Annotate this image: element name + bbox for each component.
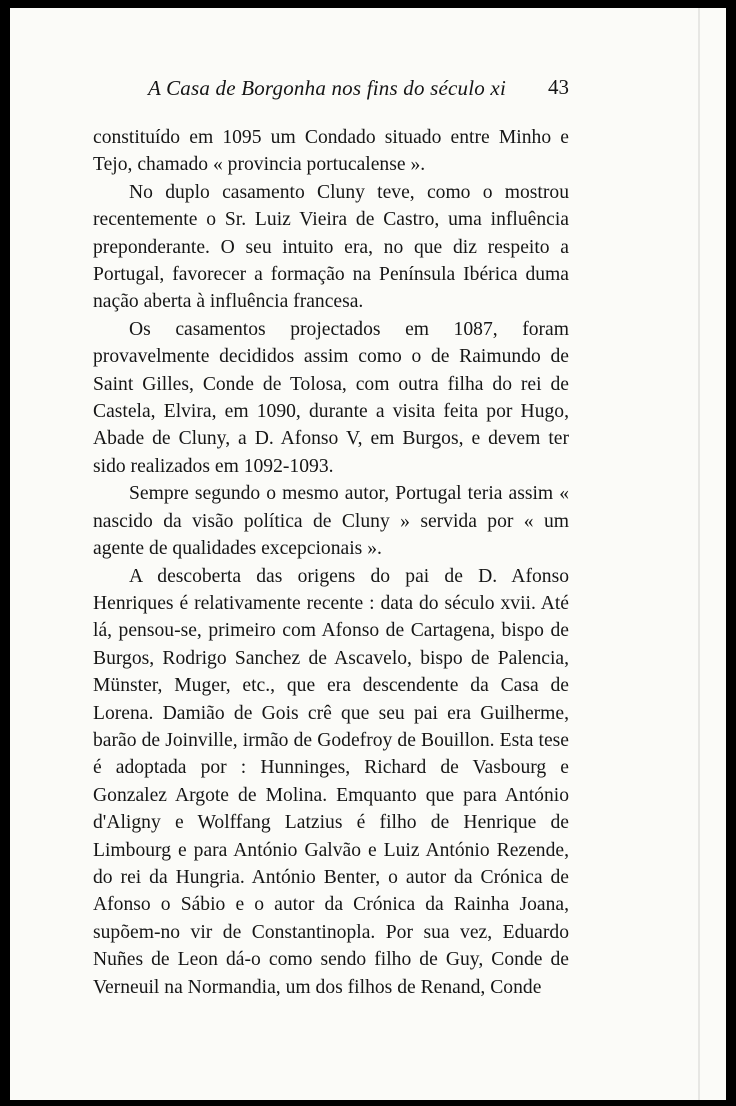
- body-text: [93, 124, 569, 1001]
- running-header: [10, 74, 726, 106]
- page-number: 43: [548, 75, 569, 99]
- running-title: A Casa de Borgonha nos fins do século xi: [148, 76, 506, 100]
- book-page: [10, 8, 726, 1100]
- paragraph-continuation: constituído em 1095 um Condado situado entre Minho e Tejo, chamado « provincia portucalense ».: [93, 127, 569, 176]
- paragraph: A descoberta das origens do pai de D. Afonso Henriques é relativamente recente : data do século xvii. Até lá, pensou-se, primeiro com Afonso de Cartagena, bispo de Burgos, Rodrigo Sanchez de Ascavelo, bispo de Palencia, Münster, Muger, etc., que era descendente da Casa de Lorena. Damião de Gois crê que seu pai era Guilherme, barão de Joinville, irmão de Godefroy de Bouillon. Esta tese é adoptada por : Hunninges, Richard de Vasbourg e Gonzalez Argote de Molina. Emquanto que para António d'Aligny e Wolffang Latzius é filho de Henrique de Limbourg e para António Galvão e Luiz António Rezende, do rei da Hungria. António Benter, o autor da Crónica de Afonso o Sábio e o autor da Crónica da Rainha Joana, supõem-no vir de Constantinopla. Por sua vez, Eduardo Nuñes de Leon dá-o como sendo filho de Guy, Conde de Verneuil na Normandia, um dos filhos de Renand, Conde: [93, 565, 569, 998]
- scan-edge-shadow: [698, 8, 700, 1100]
- paragraph: No duplo casamento Cluny teve, como o mostrou recentemente o Sr. Luiz Vieira de Castro, uma influência preponderante. O seu intuito era, no que diz respeito a Portugal, favorecer a formação na Península Ibérica duma nação aberta à influência francesa.: [93, 181, 569, 313]
- paragraph: Os casamentos projectados em 1087, foram provavelmente decididos assim como o de Raimundo de Saint Gilles, Conde de Tolosa, com outra filha do rei de Castela, Elvira, em 1090, durante a visita feita por Hugo, Abade de Cluny, a D. Afonso V, em Burgos, e devem ter sido realizados em 1092-1093.: [93, 318, 569, 477]
- paragraph: Sempre segundo o mesmo autor, Portugal teria assim « nascido da visão política de Cluny » servida por « um agente de qualidades excepcionais ».: [93, 483, 569, 560]
